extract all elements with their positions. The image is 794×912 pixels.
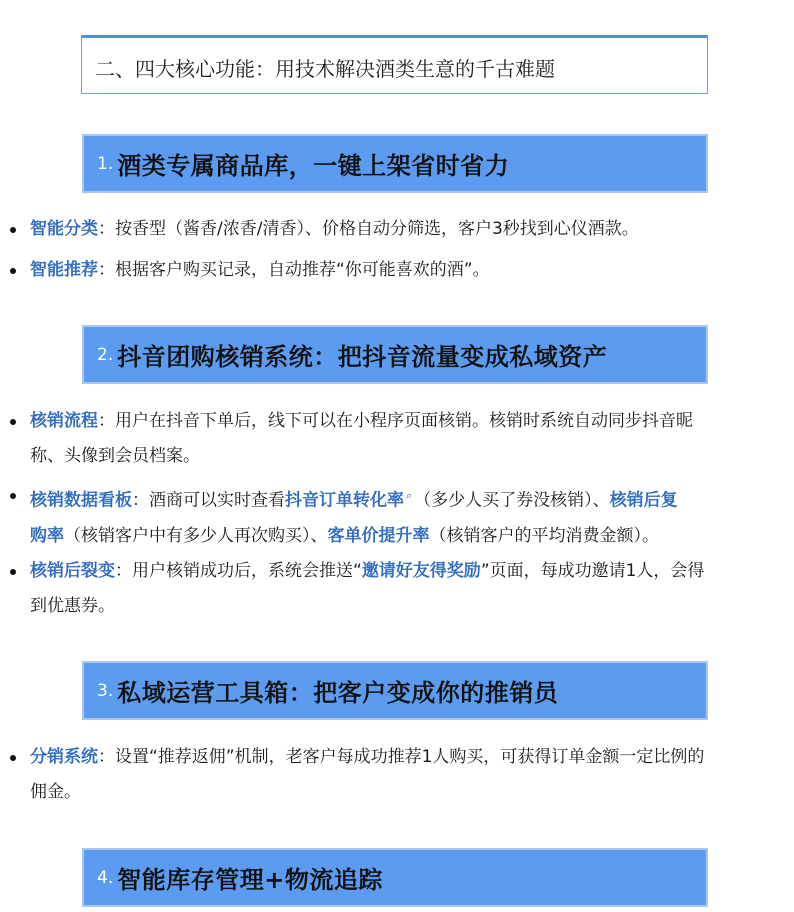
bullet-dot xyxy=(10,227,16,233)
item-text: ：按香型（酱香/浓香/清香）、价格自动分筛选，客户3秒找到心仪酒款。 xyxy=(98,219,639,239)
section-1-title: 酒类专属商品库，一键上架省时省力 xyxy=(117,152,510,180)
section-title: 二、四大核心功能：用技术解决酒类生意的千古难题 xyxy=(95,57,555,81)
search-icon[interactable]: ⌕ xyxy=(406,489,413,502)
item-text: （多少人买了券没核销）、 xyxy=(414,490,610,511)
bullet-dot xyxy=(10,419,16,425)
item-text: ：酒商可以实时查看 xyxy=(132,490,285,511)
item-key: 核销后复 xyxy=(609,490,678,511)
item-key: 智能分类 xyxy=(30,219,98,239)
item-text: ：用户核销成功后，系统会推送“ xyxy=(115,561,362,581)
list-item-smart-recommend xyxy=(30,253,790,288)
section-3-number: 3. xyxy=(97,680,114,701)
list-item-verify-dashboard xyxy=(30,478,790,554)
section-2-title: 抖音团购核销系统：把抖音流量变成私域资产 xyxy=(117,343,608,371)
douyin-conversion-link[interactable]: 抖音订单转化率 xyxy=(285,490,404,511)
item-key: 核销数据看板 xyxy=(30,490,132,511)
item-key: 购率 xyxy=(30,525,64,546)
list-item-verify-viral xyxy=(30,554,790,624)
item-text: ：根据客户购买记录，自动推荐“你可能喜欢的酒”。 xyxy=(98,260,490,280)
item-key: 核销流程 xyxy=(30,411,98,431)
list-item-smart-category xyxy=(30,212,790,247)
item-text-cont: 称、头像到会员档案。 xyxy=(30,446,200,466)
section-4-heading xyxy=(82,848,708,907)
bullet-dot xyxy=(10,493,16,499)
item-text-cont: 佣金。 xyxy=(30,782,81,802)
section-4-number: 4. xyxy=(97,867,114,888)
item-text: ”页面，每成功邀请1人，会得 xyxy=(480,561,705,581)
list-item-verify-flow xyxy=(30,404,790,474)
item-text-cont: 到优惠券。 xyxy=(30,596,115,616)
item-text: （核销客户中有多少人再次购买）、 xyxy=(64,525,328,546)
section-1-number: 1. xyxy=(97,153,114,174)
bullet-dot xyxy=(10,755,16,761)
section-3-heading xyxy=(82,661,708,720)
item-key: 核销后裂变 xyxy=(30,561,115,581)
section-title-box xyxy=(81,35,708,94)
bullet-dot xyxy=(10,268,16,274)
section-1-heading xyxy=(82,134,708,193)
section-2-heading xyxy=(82,325,708,384)
item-key: 客单价提升率 xyxy=(327,525,430,546)
item-key: 邀请好友得奖励 xyxy=(361,561,481,581)
section-4-title: 智能库存管理+物流追踪 xyxy=(117,866,383,894)
section-2-number: 2. xyxy=(97,344,114,365)
item-key: 分销系统 xyxy=(30,747,98,767)
section-3-title: 私域运营工具箱：把客户变成你的推销员 xyxy=(117,679,559,707)
item-text: ：用户在抖音下单后，线下可以在小程序页面核销。核销时系统自动同步抖音昵 xyxy=(98,411,693,431)
list-item-distribution xyxy=(30,740,790,810)
item-text: （核销客户的平均消费金额）。 xyxy=(429,525,659,546)
bullet-dot xyxy=(10,569,16,575)
item-text: ：设置“推荐返佣”机制，老客户每成功推荐1人购买，可获得订单金额一定比例的 xyxy=(98,747,705,767)
item-key: 智能推荐 xyxy=(30,260,98,280)
